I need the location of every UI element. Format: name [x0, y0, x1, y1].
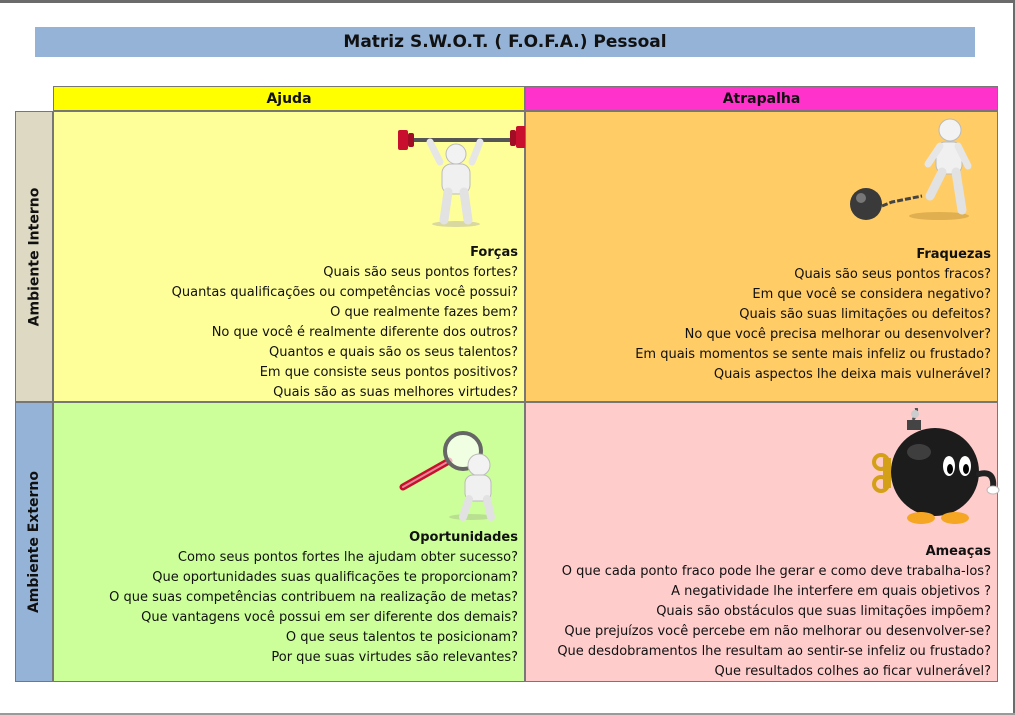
strengths-question-list: [172, 243, 518, 403]
list-item: Que prejuízos você percebe em não melhorar ou desenvolver-se?: [564, 624, 991, 639]
list-item: No que você precisa melhorar ou desenvolver?: [684, 327, 991, 342]
list-item: Quais são seus pontos fortes?: [323, 265, 518, 280]
quadrant-weaknesses: [525, 111, 998, 402]
list-item: Quais são suas limitações ou defeitos?: [739, 307, 991, 322]
list-item: Em que consiste seus pontos positivos?: [259, 365, 518, 380]
list-item: Quais aspectos lhe deixa mais vulnerável?: [713, 367, 991, 382]
row-header-internal: [15, 111, 53, 402]
row-header-external-label: Ambiente Externo: [26, 470, 43, 614]
list-item: Quais são obstáculos que suas limitações impõem?: [656, 604, 991, 619]
weaknesses-heading: Fraquezas: [916, 247, 991, 262]
column-header-hinder: Atrapalha: [525, 86, 998, 111]
list-item: Que vantagens você possui em ser diferente dos demais?: [141, 610, 518, 625]
column-header-help: Ajuda: [53, 86, 525, 111]
list-item: A negatividade lhe interfere em quais objetivos ?: [671, 584, 991, 599]
list-item: O que seus talentos te posicionam?: [285, 630, 518, 645]
strengths-heading: Forças: [470, 245, 518, 260]
list-item: Quantos e quais são os seus talentos?: [269, 345, 518, 360]
list-item: Que oportunidades suas qualificações te proporcionam?: [152, 570, 518, 585]
list-item: O que realmente fazes bem?: [330, 305, 518, 320]
row-header-internal-label: Ambiente Interno: [26, 187, 42, 326]
list-item: Que desdobramentos lhe resultam ao sentir-se infeliz ou frustado?: [557, 644, 991, 659]
row-header-external: [15, 402, 53, 682]
list-item: Por que suas virtudes são relevantes?: [271, 650, 518, 665]
list-item: Em que você se considera negativo?: [752, 287, 991, 302]
list-item: Quantas qualificações ou competências você possui?: [171, 285, 518, 300]
list-item: Quais são as suas melhores virtudes?: [273, 385, 518, 400]
threats-heading: Ameaças: [925, 544, 991, 559]
list-item: No que você é realmente diferente dos outros?: [211, 325, 518, 340]
weightlifter-figure-icon: [394, 116, 529, 228]
weaknesses-question-list: [635, 245, 991, 385]
quadrant-opportunities: [53, 402, 525, 682]
quadrant-threats: [525, 402, 998, 682]
opportunities-heading: Oportunidades: [409, 530, 518, 545]
threats-question-list: [557, 542, 991, 682]
quadrant-strengths: [53, 111, 525, 402]
list-item: Quais são seus pontos fracos?: [794, 267, 991, 282]
window-border-top: [0, 0, 1015, 3]
ball-and-chain-figure-icon: [844, 116, 986, 224]
list-item: O que suas competências contribuem na realização de metas?: [109, 590, 518, 605]
page-title: Matriz S.W.O.T. ( F.O.F.A.) Pessoal: [35, 27, 975, 57]
wind-up-bomb-icon: [871, 408, 1001, 526]
list-item: Que resultados colhes ao ficar vulnerável?: [714, 664, 991, 679]
magnifying-glass-figure-icon: [399, 421, 509, 521]
list-item: Em quais momentos se sente mais infeliz ou frustado?: [635, 347, 991, 362]
opportunities-question-list: [109, 528, 518, 668]
list-item: O que cada ponto fraco pode lhe gerar e como deve trabalha-los?: [561, 564, 991, 579]
list-item: Como seus pontos fortes lhe ajudam obter sucesso?: [177, 550, 518, 565]
